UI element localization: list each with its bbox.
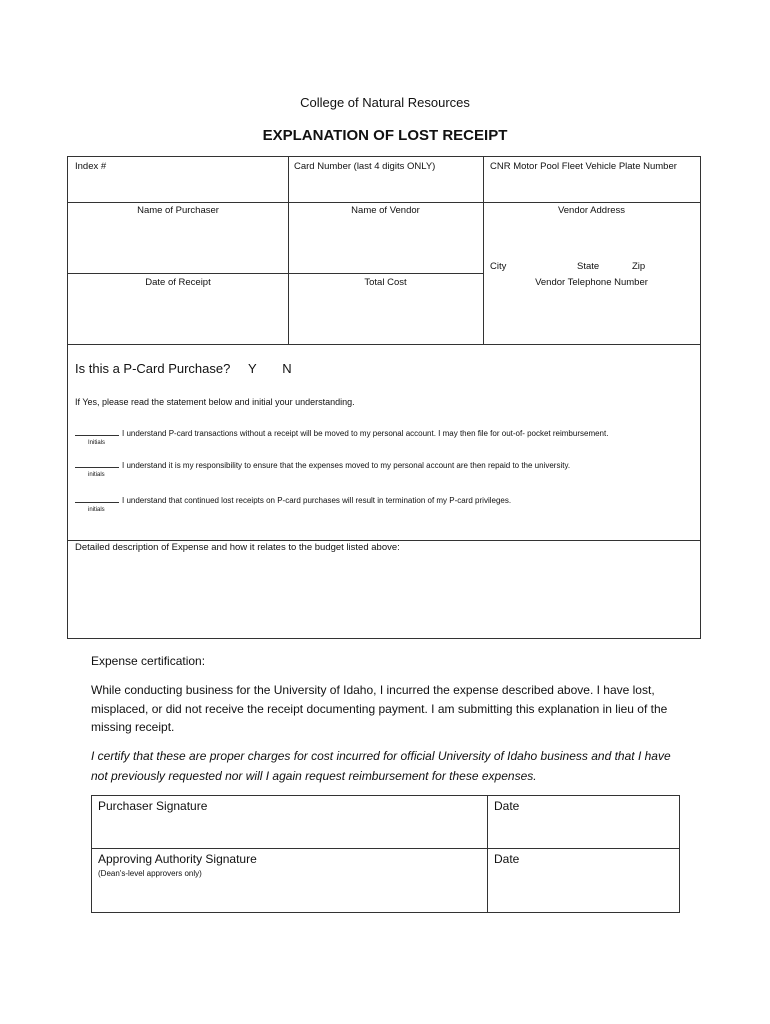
plate-number-field[interactable]: CNR Motor Pool Fleet Vehicle Plate Number [490,161,677,172]
pcard-statement [75,495,511,505]
initials-blank[interactable] [75,495,119,503]
initials-label: initials [88,507,105,513]
certification-heading: Expense certification: [91,654,206,668]
pcard-instruction: If Yes, please read the statement below and initial your understanding. [75,397,355,407]
expense-description-field[interactable]: Detailed description of Expense and how it relates to the budget listed above: [75,542,400,553]
initials-label: initials [88,472,105,478]
state-label: State [577,261,600,272]
index-field[interactable]: Index # [75,161,107,172]
row-divider [68,344,700,345]
row-divider [92,848,679,849]
pcard-question [75,361,292,376]
signature-table [91,795,680,913]
statement-text: I understand that continued lost receipts on P-card purchases will result in termination of my P-card privileges. [122,496,512,505]
row-divider [68,273,288,274]
pcard-yes-option[interactable]: Y [247,361,257,376]
vendor-phone-field[interactable]: Vendor Telephone Number [535,277,648,288]
total-cost-field[interactable]: Total Cost [364,277,407,288]
pcard-statement [75,428,608,438]
certification-paragraph: While conducting business for the University of Idaho, I incurred the expense described above. I have lost, misplaced, or did not receive the receipt documenting payment. I am submitting this explanation in lieu of the missing receipt. [91,683,668,734]
row-divider [68,540,700,541]
pcard-no-option[interactable]: N [282,361,292,376]
row-divider [68,202,700,203]
zip-label: Zip [632,261,646,272]
pcard-question-text: Is this a P-Card Purchase? [75,361,231,376]
pcard-statement [75,460,570,470]
initials-blank[interactable] [75,460,119,468]
receipt-date-field[interactable]: Date of Receipt [145,277,211,288]
approver-signature-field[interactable]: Approving Authority Signature [98,852,257,866]
purchaser-date-field[interactable]: Date [494,799,520,813]
column-divider [483,157,484,344]
statement-text: I understand it is my responsibility to ensure that the expenses moved to my personal account are then repaid to the university. [122,461,571,470]
purchaser-signature-field[interactable]: Purchaser Signature [98,799,208,813]
initials-label: Initials [88,440,106,446]
vendor-address-field[interactable]: Vendor Address [557,205,626,216]
column-divider [487,796,488,912]
form-title: EXPLANATION OF LOST RECEIPT [262,127,508,144]
city-label: City [490,261,507,272]
card-number-field[interactable]: Card Number (last 4 digits ONLY) [294,161,436,172]
initials-blank[interactable] [75,428,119,436]
approver-date-field[interactable]: Date [494,852,520,866]
purchaser-name-field[interactable]: Name of Purchaser [137,205,219,216]
row-divider [288,273,483,274]
approver-note: (Dean's-level approvers only) [98,869,202,878]
organization-name: College of Natural Resources [300,95,470,110]
column-divider [288,157,289,344]
statement-text: I understand P-card transactions without a receipt will be moved to my personal account. I may then file for out-of- pocket reimbursement. [122,429,609,438]
vendor-name-field[interactable]: Name of Vendor [351,205,420,216]
certification-statement: I certify that these are proper charges for cost incurred for official University of Idaho business and that I have not previously requested nor will I again request reimbursement for these expenses. [91,749,671,783]
